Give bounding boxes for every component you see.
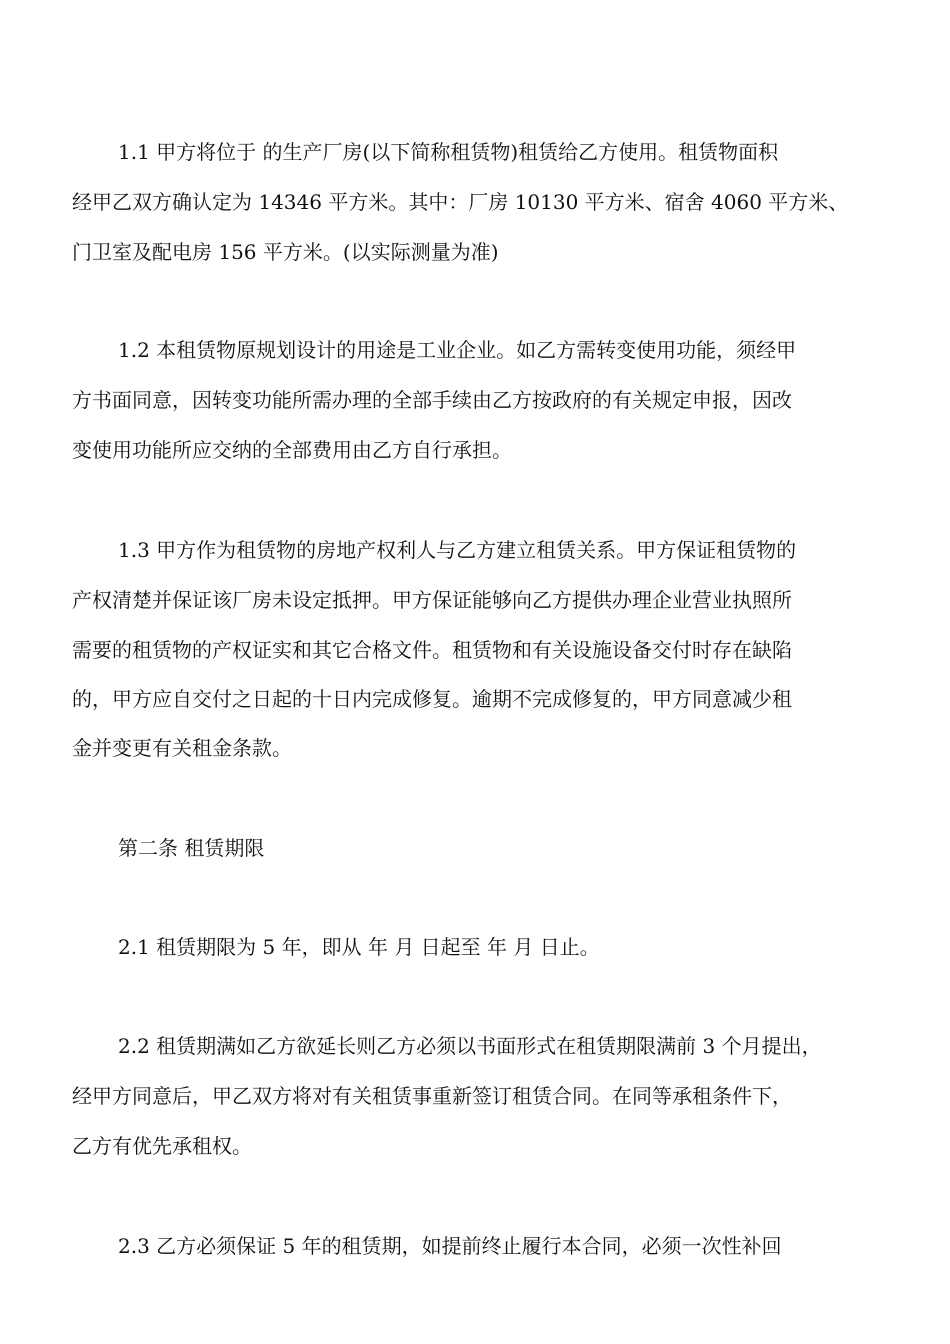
- para-1-1-line-3: 门卫室及配电房 156 平方米。(以实际测量为准): [72, 240, 499, 264]
- para-1-3-line-3: 需要的租赁物的产权证实和其它合格文件。租赁物和有关设施设备交付时存在缺陷: [72, 638, 792, 662]
- para-1-2-line-1: 1.2 本租赁物原规划设计的用途是工业企业。如乙方需转变使用功能，须经甲: [118, 338, 797, 362]
- para-1-2-line-3: 变使用功能所应交纳的全部费用由乙方自行承担。: [72, 438, 512, 462]
- para-2-1-line-1: 2.1 租赁期限为 5 年，即从 年 月 日起至 年 月 日止。: [118, 935, 600, 959]
- para-1-3-line-1: 1.3 甲方作为租赁物的房地产权利人与乙方建立租赁关系。甲方保证租赁物的: [118, 538, 797, 562]
- para-2-2-line-3: 乙方有优先承租权。: [72, 1134, 252, 1158]
- para-1-1-line-1: 1.1 甲方将位于 的生产厂房(以下简称租赁物)租赁给乙方使用。租赁物面积: [118, 140, 779, 164]
- para-1-3-line-4: 的，甲方应自交付之日起的十日内完成修复。逾期不完成修复的，甲方同意减少租: [72, 687, 792, 711]
- para-2-2-line-1: 2.2 租赁期满如乙方欲延长则乙方必须以书面形式在租赁期限满前 3 个月提出，: [118, 1034, 822, 1058]
- para-1-2-line-2: 方书面同意，因转变功能所需办理的全部手续由乙方按政府的有关规定申报，因改: [72, 388, 792, 412]
- para-2-2-line-2: 经甲方同意后，甲乙双方将对有关租赁事重新签订租赁合同。在同等承租条件下，: [72, 1084, 792, 1108]
- para-1-3-line-5: 金并变更有关租金条款。: [72, 736, 292, 760]
- para-1-1-line-2: 经甲乙双方确认定为 14346 平方米。其中：厂房 10130 平方米、宿舍 4060 平方米、: [72, 190, 849, 214]
- section-heading-article-2: 第二条 租赁期限: [118, 836, 265, 860]
- para-2-3-line-1: 2.3 乙方必须保证 5 年的租赁期，如提前终止履行本合同，必须一次性补回: [118, 1234, 782, 1258]
- para-1-3-line-2: 产权清楚并保证该厂房未设定抵押。甲方保证能够向乙方提供办理企业营业执照所: [72, 588, 792, 612]
